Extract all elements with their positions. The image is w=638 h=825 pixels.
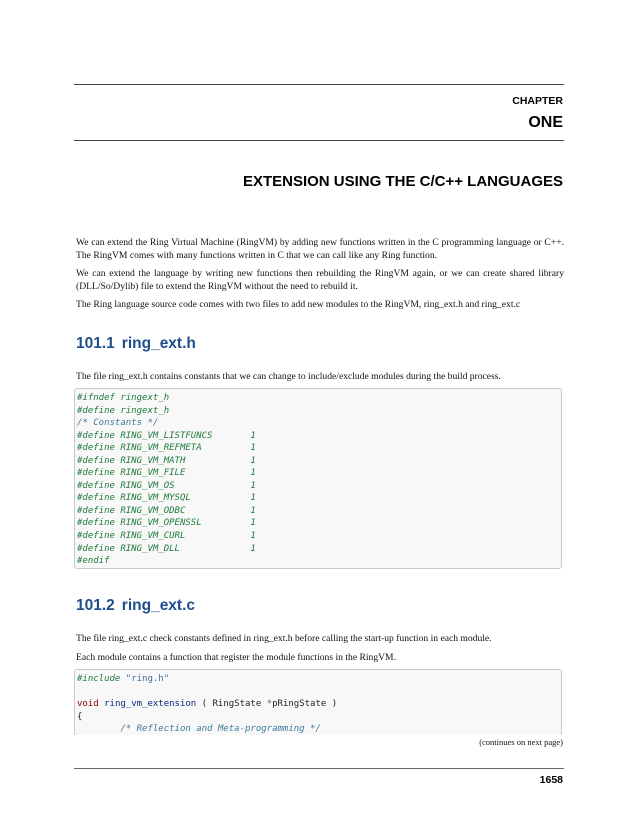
- code-line: #define ringext_h: [77, 405, 170, 416]
- section2-paragraph-1: The file ring_ext.c check constants defined in ring_ext.h before calling the start-up function in each module.: [76, 633, 492, 644]
- code-line: #define RING_VM_OS 1: [77, 480, 256, 491]
- code-token-function: ring_vm_extension: [104, 699, 197, 710]
- code-line-comment: [75, 723, 561, 735]
- intro-paragraph-1: We can extend the Ring Virtual Machine (RingVM) by adding new functions written in the C programming language or C++. The RingVM comes with many functions written in C that we can call like any Ring function.: [76, 237, 564, 261]
- code-line: #ifndef ringext_h: [77, 393, 170, 403]
- section2-paragraph-2: Each module contains a function that register the module functions in the RingVM.: [76, 652, 396, 663]
- code-block-ring-ext-c: [74, 669, 562, 735]
- section1-paragraph: The file ring_ext.h contains constants that we can change to include/exclude modules during the build process.: [76, 371, 501, 382]
- footer-rule: [74, 768, 564, 769]
- section-title: ring_ext.c: [121, 597, 196, 614]
- chapter-number: ONE: [528, 114, 563, 131]
- code-line: #define RING_VM_OPENSSL 1: [77, 518, 256, 529]
- continues-note: (continues on next page): [479, 737, 563, 747]
- code-token-string: "ring.h": [125, 674, 170, 684]
- code-line: #define RING_VM_MYSQL 1: [77, 493, 256, 504]
- code-line: #define RING_VM_CURL 1: [77, 531, 256, 542]
- code-line: #endif: [77, 556, 110, 567]
- code-line: #define RING_VM_LISTFUNCS 1: [77, 430, 256, 441]
- intro-paragraph-2: We can extend the language by writing new functions then rebuilding the RingVM again, or we can create shared library (DLL/So/Dylib) file to extend the RingVM without the need to rebuild it.: [76, 268, 564, 292]
- section-heading-ring-ext-c: [76, 597, 195, 615]
- chapter-label: CHAPTER: [512, 95, 563, 107]
- section-number: 101.2: [76, 597, 115, 614]
- code-token-operator: *: [266, 699, 273, 710]
- code-line: #define RING_VM_DLL 1: [77, 543, 256, 554]
- code-line-blank: [75, 686, 561, 699]
- code-line-comment: /* Constants */: [77, 418, 159, 429]
- chapter-bottom-rule: [74, 140, 564, 141]
- code-token-comment: /* Reflection and Meta-programming */: [120, 724, 321, 735]
- code-line: #define RING_VM_ODBC 1: [77, 505, 256, 516]
- section-number: 101.1: [76, 335, 115, 352]
- section-heading-ring-ext-h: [76, 335, 196, 353]
- code-block-ring-ext-h: [74, 388, 562, 569]
- chapter-title: EXTENSION USING THE C/C++ LANGUAGES: [242, 173, 563, 190]
- intro-paragraph-3: The Ring language source code comes with two files to add new modules to the RingVM, ring_ext.h and ring_ext.c: [76, 299, 521, 310]
- chapter-top-rule: [74, 84, 564, 85]
- code-line-signature: [75, 698, 561, 711]
- code-indent: [77, 724, 120, 734]
- section-title: ring_ext.h: [121, 335, 196, 352]
- code-token-text: pRingState ): [272, 699, 338, 710]
- code-line: #define RING_VM_FILE 1: [77, 468, 256, 479]
- code-line: #define RING_VM_MATH 1: [77, 455, 256, 466]
- page-number: 1658: [539, 774, 563, 786]
- code-token-keyword: void: [77, 699, 99, 710]
- code-token-directive: #include: [77, 674, 121, 684]
- code-line: #define RING_VM_REFMETA 1: [77, 443, 256, 454]
- code-line-include: [75, 673, 561, 686]
- code-token-text: ( RingState: [196, 699, 267, 710]
- code-line-brace: {: [77, 711, 83, 722]
